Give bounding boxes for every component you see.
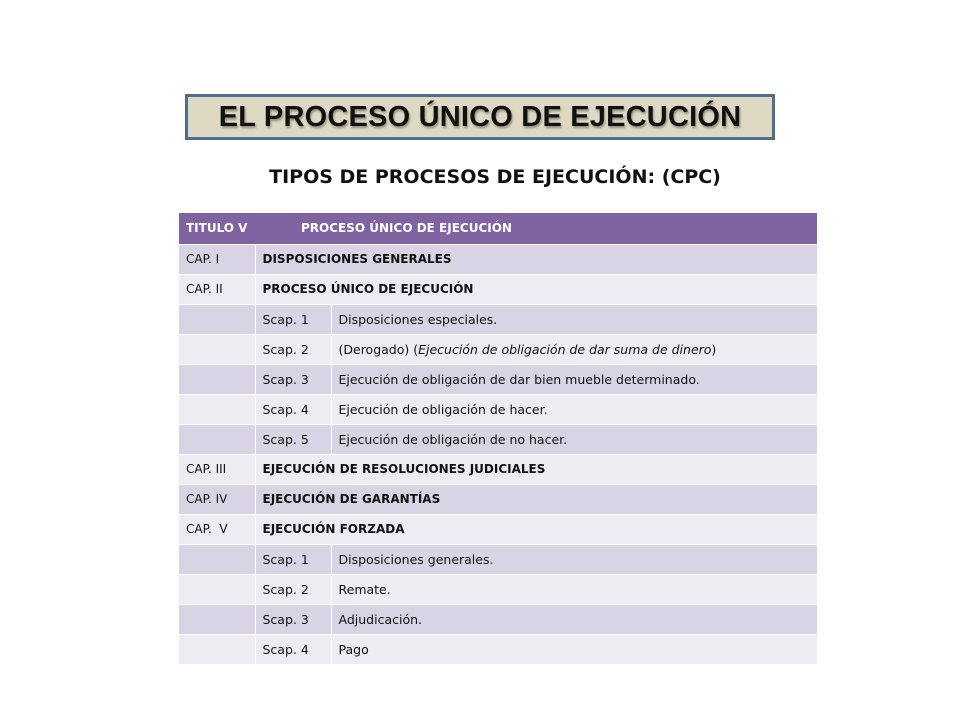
derogado-prefix: (Derogado) ( bbox=[338, 341, 419, 357]
empty-cell bbox=[179, 544, 255, 574]
empty-cell bbox=[179, 304, 255, 334]
derogado-italic-text: Ejecución de obligación de dar suma de dinero bbox=[418, 341, 712, 357]
subchapter-label: Scap. 1 bbox=[255, 304, 331, 334]
subchapter-text: Ejecución de obligación de hacer. bbox=[331, 394, 817, 424]
empty-cell bbox=[179, 424, 255, 454]
subchapter-text bbox=[331, 334, 817, 364]
table-row-subchapter bbox=[179, 304, 817, 334]
subchapter-text: Disposiciones generales. bbox=[331, 544, 817, 574]
cap1-label: CAP. I bbox=[179, 244, 255, 274]
empty-cell bbox=[179, 394, 255, 424]
subchapter-text: Ejecución de obligación de dar bien mueble determinado. bbox=[331, 364, 817, 394]
header-text: PROCESO ÚNICO DE EJECUCIÓN bbox=[255, 213, 817, 244]
subchapter-text: Ejecución de obligación de no hacer. bbox=[331, 424, 817, 454]
empty-cell bbox=[179, 334, 255, 364]
empty-cell bbox=[179, 604, 255, 634]
title-box bbox=[185, 94, 775, 140]
cpc-table bbox=[179, 213, 817, 665]
subchapter-label: Scap. 3 bbox=[255, 364, 331, 394]
table-row-subchapter bbox=[179, 334, 817, 364]
header-label: TITULO V bbox=[179, 213, 255, 244]
cap2-title: PROCESO ÚNICO DE EJECUCIÓN bbox=[255, 274, 817, 304]
subchapter-label: Scap. 4 bbox=[255, 634, 331, 664]
table-row-subchapter bbox=[179, 424, 817, 454]
table-row-subchapter bbox=[179, 544, 817, 574]
cap1-title: DISPOSICIONES GENERALES bbox=[255, 244, 817, 274]
cap4-label: CAP. IV bbox=[179, 484, 255, 514]
cap4-title: EJECUCIÓN DE GARANTÍAS bbox=[255, 484, 817, 514]
slide-subtitle: TIPOS DE PROCESOS DE EJECUCIÓN: (CPC) bbox=[269, 166, 721, 188]
subchapter-text: Pago bbox=[331, 634, 817, 664]
table-header-row bbox=[179, 213, 817, 244]
table-row-cap3 bbox=[179, 454, 817, 484]
subchapter-label: Scap. 3 bbox=[255, 604, 331, 634]
table-row-cap4 bbox=[179, 484, 817, 514]
table-row-subchapter bbox=[179, 604, 817, 634]
table-row-subchapter bbox=[179, 364, 817, 394]
empty-cell bbox=[179, 364, 255, 394]
table-row-cap2 bbox=[179, 274, 817, 304]
subchapter-text: Remate. bbox=[331, 574, 817, 604]
subchapter-label: Scap. 2 bbox=[255, 574, 331, 604]
subchapter-label: Scap. 4 bbox=[255, 394, 331, 424]
slide-title: EL PROCESO ÚNICO DE EJECUCIÓN bbox=[218, 100, 742, 133]
table-row-subchapter bbox=[179, 574, 817, 604]
table-row-subchapter bbox=[179, 394, 817, 424]
cap3-label: CAP. III bbox=[179, 454, 255, 484]
table-row-subchapter bbox=[179, 634, 817, 664]
empty-cell bbox=[179, 574, 255, 604]
table-row-cap1 bbox=[179, 244, 817, 274]
cap3-title: EJECUCIÓN DE RESOLUCIONES JUDICIALES bbox=[255, 454, 817, 484]
table-row-cap5 bbox=[179, 514, 817, 544]
cap2-label: CAP. II bbox=[179, 274, 255, 304]
cap5-label: CAP. V bbox=[179, 514, 255, 544]
cap5-title: EJECUCIÓN FORZADA bbox=[255, 514, 817, 544]
subchapter-label: Scap. 2 bbox=[255, 334, 331, 364]
subchapter-text: Disposiciones especiales. bbox=[331, 304, 817, 334]
subchapter-label: Scap. 5 bbox=[255, 424, 331, 454]
empty-cell bbox=[179, 634, 255, 664]
subchapter-label: Scap. 1 bbox=[255, 544, 331, 574]
derogado-suffix: ) bbox=[711, 341, 717, 357]
subchapter-text: Adjudicación. bbox=[331, 604, 817, 634]
